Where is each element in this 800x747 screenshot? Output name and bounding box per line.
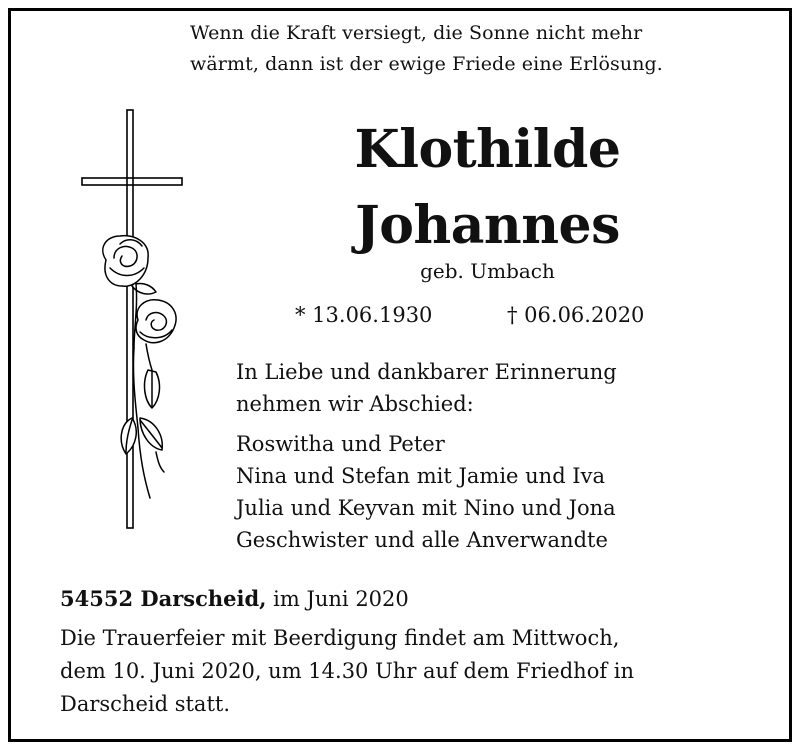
last-name: Johannes: [355, 195, 620, 256]
intro-line: In Liebe und dankbarer Erinnerung: [236, 360, 617, 384]
rose-icon: [103, 236, 176, 498]
mourner-line: Nina und Stefan mit Jamie und Iva: [236, 464, 605, 488]
intro-line: nehmen wir Abschied:: [236, 392, 474, 416]
maiden-name: geb. Umbach: [420, 259, 555, 283]
farewell-intro: [236, 356, 756, 420]
motto-line: wärmt, dann ist der ewige Friede eine Erlösung.: [190, 53, 663, 75]
notice-line: dem 10. Juni 2020, um 14.30 Uhr auf dem Friedhof in: [60, 659, 635, 683]
birth-date: * 13.06.1930: [295, 303, 433, 327]
first-name: Klothilde: [354, 119, 621, 180]
mourner-line: Geschwister und alle Anverwandte: [236, 528, 608, 552]
mourner-line: Julia und Keyvan mit Nino und Jona: [236, 496, 616, 520]
mourner-line: Roswitha und Peter: [236, 432, 445, 456]
motto: [190, 18, 750, 80]
funeral-notice: [60, 622, 750, 721]
place-and-date: [60, 582, 760, 616]
cross-icon: [76, 108, 196, 538]
place-date: im Juni 2020: [273, 587, 409, 611]
cross-with-roses: [76, 108, 196, 538]
deceased-name: [300, 112, 675, 264]
mourners-list: [236, 428, 756, 556]
place-town: 54552 Darscheid,: [60, 586, 267, 611]
notice-line: Die Trauerfeier mit Beerdigung findet am Mittwoch,: [60, 626, 620, 650]
motto-line: Wenn die Kraft versiegt, die Sonne nicht mehr: [190, 22, 643, 44]
notice-line: Darscheid statt.: [60, 692, 231, 716]
death-date: † 06.06.2020: [507, 303, 645, 327]
